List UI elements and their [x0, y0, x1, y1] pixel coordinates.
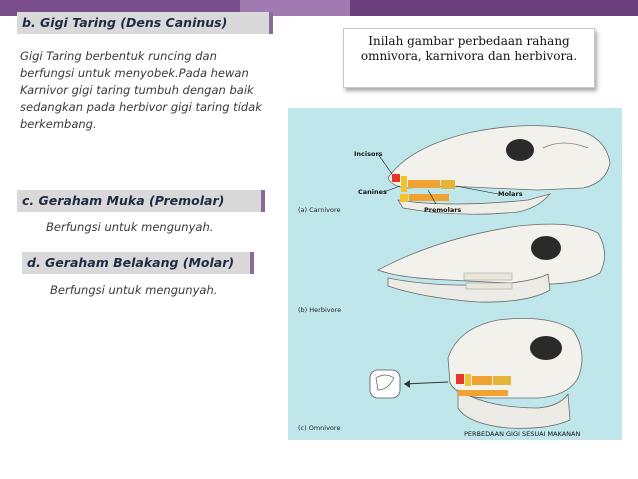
- label-herbivore: (b) Herbivore: [298, 306, 342, 314]
- label-omnivore: (c) Omnivore: [298, 424, 341, 432]
- heading-molar: d. Geraham Belakang (Molar): [22, 252, 254, 274]
- molar-closeup: [370, 370, 400, 398]
- label-incisors: Incisors: [354, 150, 383, 158]
- figure-caption: PERBEDAAN GIGI SESUAI MAKANAN: [464, 430, 581, 438]
- jaw-figure-svg: [288, 108, 622, 440]
- herbivore-skull: [378, 224, 605, 302]
- heading-canine: b. Gigi Taring (Dens Caninus): [17, 12, 273, 34]
- callout-box: Inilah gambar perbedaan rahang omnivora, karnivora dan herbivora.: [343, 28, 595, 88]
- top-bar-segment: [350, 0, 638, 16]
- jaw-comparison-figure: [288, 108, 622, 440]
- canine-description: Gigi Taring berbentuk runcing dan berfungsi untuk menyobek.Pada hewan Karnivor gigi taring tumbuh dengan baik sedangkan pada herbivor gigi taring tidak berkembang.: [20, 49, 262, 131]
- label-premolars: Premolars: [424, 206, 462, 214]
- carnivore-skull: [388, 126, 610, 215]
- label-molars: Molars: [498, 190, 523, 198]
- premolar-description: Berfungsi untuk mengunyah.: [46, 220, 214, 234]
- label-carnivore: (a) Carnivore: [298, 206, 341, 214]
- label-canines: Canines: [358, 188, 387, 196]
- molar-description: Berfungsi untuk mengunyah.: [50, 283, 218, 297]
- omnivore-skull: [448, 318, 582, 428]
- heading-premolar: c. Geraham Muka (Premolar): [17, 190, 265, 212]
